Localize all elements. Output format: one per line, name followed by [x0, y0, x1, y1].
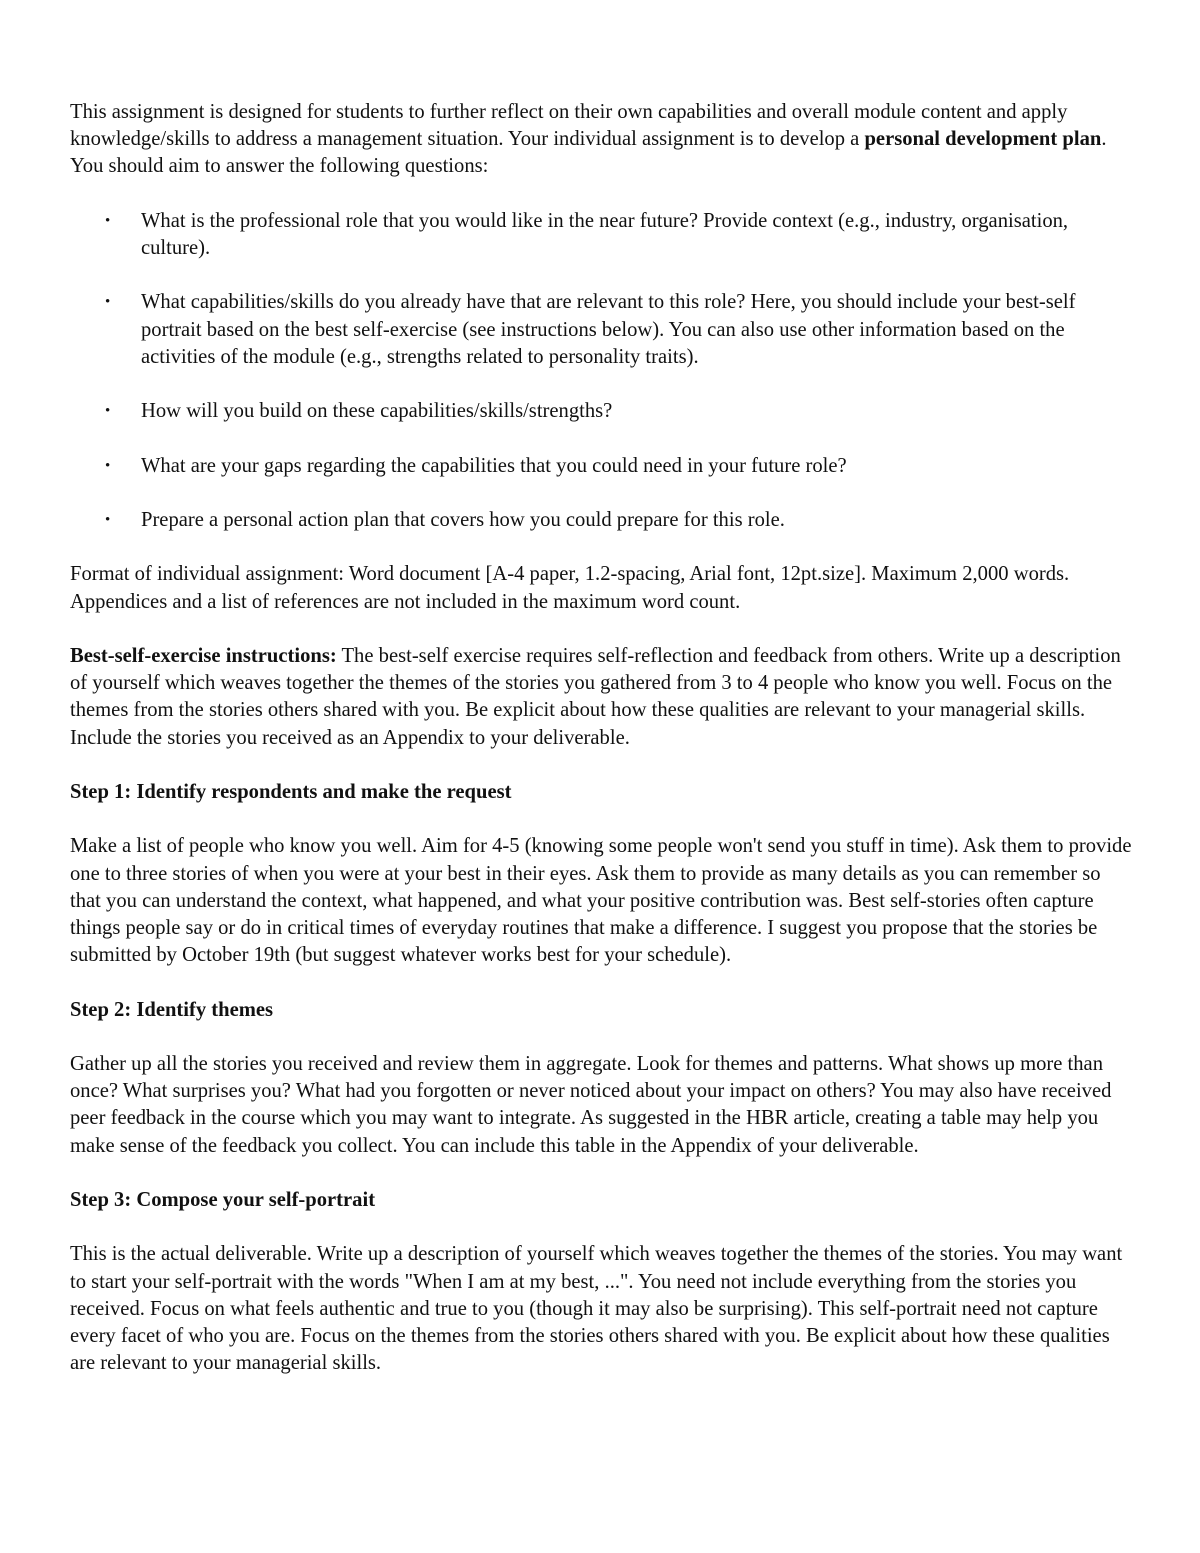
question-item — [70, 507, 1132, 534]
question-list — [70, 208, 1132, 534]
question-text: What is the professional role that you would like in the near future? Provide context (e.g., industry, organisation, culture). — [141, 209, 1069, 259]
question-text: How will you build on these capabilities/skills/strengths? — [141, 400, 613, 423]
question-item — [70, 453, 1132, 480]
bullet-icon: • — [105, 294, 111, 311]
question-text: What are your gaps regarding the capabilities that you could need in your future role? — [141, 454, 847, 477]
step-2-body: Gather up all the stories you received and review them in aggregate. Look for themes and patterns. What shows up more than once? What surprises you? What had you forgotten or never noticed about your impact on others? You may also have received peer feedback in the course which you may want to integrate. As suggested in the HBR article, creating a table may help you make sense of the feedback you collect. You can include this table in the Appendix of your deliverable. — [70, 1052, 1112, 1157]
question-item — [70, 289, 1132, 371]
question-text: Prepare a personal action plan that covers how you could prepare for this role. — [141, 508, 785, 531]
question-item — [70, 398, 1132, 425]
bullet-icon: • — [105, 403, 111, 420]
document-page — [70, 99, 1132, 1405]
intro-text-2: . You should aim to answer the following questions: — [70, 128, 1107, 178]
best-self-label: Best-self-exercise instructions: — [70, 644, 337, 667]
best-self-paragraph — [70, 643, 1132, 752]
step-3-body: This is the actual deliverable. Write up a description of yourself which weaves together the themes of the stories. You may want to start your self-portrait with the words "When I am at my best, ...". You need not include everything from the stories you received. Focus on what feels authentic and true to you (though it may also be surprising). This self-portrait need not capture every facet of who you are. Focus on the themes from the stories others shared with you. Be explicit about how these qualities are relevant to your managerial skills. — [70, 1243, 1123, 1375]
intro-bold-term: personal development plan — [864, 128, 1102, 151]
question-text: What capabilities/skills do you already have that are relevant to this role? Here, you should include your best-self portrait based on the best self-exercise (see instructions below). You can also use other information based on the activities of the module (e.g., strengths related to personality traits). — [141, 291, 1076, 368]
question-item — [70, 208, 1132, 262]
step-3-heading: Step 3: Compose your self-portrait — [70, 1188, 376, 1211]
bullet-icon: • — [105, 457, 111, 474]
bullet-icon: • — [105, 511, 111, 528]
intro-text-1: This assignment is designed for students to further reflect on their own capabilities and overall module content and apply knowledge/skills to address a management situation. Your individual assignment is to develop a — [70, 101, 1068, 151]
step-1-heading: Step 1: Identify respondents and make the request — [70, 780, 512, 803]
step-1-body: Make a list of people who know you well. Aim for 4-5 (knowing some people won't send you stuff in time). Ask them to provide one to three stories of when you were at your best in their eyes. Ask them to provide as many details as you can remember so that you can understand the context, what happened, and what your positive contribution was. Best self-stories often capture things people say or do in critical times of everyday routines that make a difference. I suggest you propose that the stories be submitted by October 19th (but suggest whatever works best for your schedule). — [70, 835, 1132, 967]
best-self-text: The best-self exercise requires self-reflection and feedback from others. Write up a description of yourself which weaves together the themes of the stories you gathered from 3 to 4 people who know you well. Focus on the themes from the stories others shared with you. Be explicit about how these qualities are relevant to your managerial skills. Include the stories you received as an Appendix to your deliverable. — [70, 644, 1121, 749]
format-paragraph: Format of individual assignment: Word document [A-4 paper, 1.2-spacing, Arial font, 12pt.size]. Maximum 2,000 words. Appendices and a list of references are not included in the maximum word count. — [70, 563, 1070, 613]
step-2-heading: Step 2: Identify themes — [70, 998, 274, 1021]
intro-paragraph — [70, 99, 1132, 181]
bullet-icon: • — [105, 212, 111, 229]
